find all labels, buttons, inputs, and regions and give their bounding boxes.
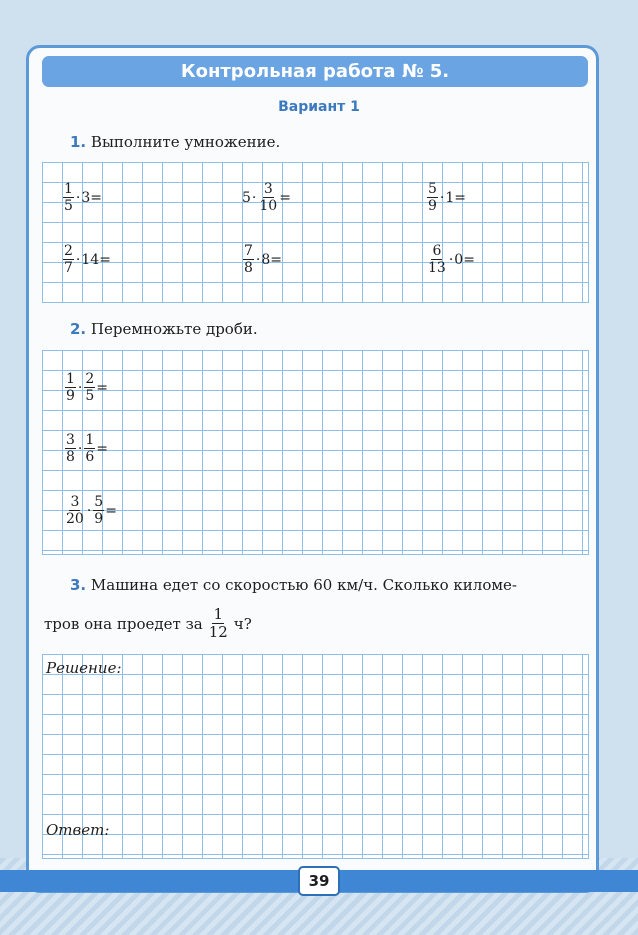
task2-text: Перемножьте дроби.: [90, 320, 258, 338]
variant-label: Вариант 1: [278, 99, 360, 115]
task3-line1: [70, 576, 517, 594]
factor: 3: [81, 189, 91, 206]
multiply-dot: ·: [448, 251, 454, 268]
fraction: $\frac{7}{8}$: [244, 243, 253, 277]
equals-sign: =: [90, 189, 103, 206]
task1-expr-1: [62, 181, 102, 214]
fraction: $\frac{2}{7}$: [64, 243, 73, 277]
task1-grid[interactable]: [42, 162, 589, 303]
factor: 0: [454, 251, 464, 268]
fraction: $\frac{3}{20}$: [66, 494, 84, 528]
task1-number: 1.: [70, 133, 87, 151]
equals-sign: =: [99, 251, 111, 268]
task2-expr-2: [64, 432, 108, 465]
factor: 5: [242, 189, 251, 206]
task1-expr-5: [242, 243, 282, 276]
task1-expr-4: [62, 243, 111, 276]
task1-expr-3: [426, 181, 466, 214]
factor: 1: [445, 189, 455, 206]
task3-text-line1: Машина едет со скоростью 60 км/ч. Сколько киломе-: [90, 576, 517, 594]
fraction: $\frac{1}{5}$: [64, 181, 73, 215]
factor: 8: [261, 251, 271, 268]
task3-unit: ч?: [233, 614, 252, 633]
multiply-dot: ·: [439, 189, 445, 206]
page-number: 39: [298, 866, 340, 896]
solution-label: Решение:: [46, 659, 122, 677]
fraction: $\frac{3}{10}$: [259, 181, 278, 215]
task3-line2: [44, 606, 252, 642]
multiply-dot: ·: [77, 440, 83, 457]
multiply-dot: ·: [255, 251, 261, 268]
fraction: $\frac{1}{12}$: [208, 605, 228, 642]
task3-solution-grid[interactable]: [42, 654, 589, 859]
fraction: $\frac{3}{8}$: [66, 432, 75, 466]
fraction: $\frac{5}{9}$: [428, 181, 437, 215]
equals-sign: =: [279, 189, 291, 206]
task1-heading: [70, 133, 280, 151]
page-title: Контрольная работа № 5.: [42, 56, 588, 87]
task3-text-line2: тров она проедет за: [44, 614, 203, 633]
fraction: $\frac{1}{9}$: [66, 371, 75, 405]
task2-grid[interactable]: [42, 350, 589, 555]
task2-heading: [70, 320, 258, 338]
answer-label: Ответ:: [46, 821, 110, 839]
fraction: $\frac{1}{6}$: [85, 432, 95, 466]
equals-sign: =: [105, 502, 117, 519]
factor: 14: [81, 251, 100, 268]
equals-sign: =: [96, 379, 109, 396]
fraction: $\frac{2}{5}$: [85, 371, 95, 405]
task1-expr-2: [242, 181, 291, 214]
task1-text: Выполните умножение.: [90, 133, 281, 151]
task2-number: 2.: [70, 320, 87, 338]
multiply-dot: ·: [251, 189, 257, 206]
multiply-dot: ·: [86, 502, 92, 519]
multiply-dot: ·: [77, 379, 83, 396]
equals-sign: =: [454, 189, 467, 206]
task3-number: 3.: [70, 576, 87, 594]
equals-sign: =: [96, 440, 109, 457]
multiply-dot: ·: [75, 189, 81, 206]
equals-sign: =: [463, 251, 475, 268]
task1-expr-6: [426, 243, 475, 276]
fraction: $\frac{6}{13}$: [428, 243, 446, 277]
task2-expr-3: [64, 494, 117, 527]
task2-expr-1: [64, 371, 108, 404]
equals-sign: =: [270, 251, 283, 268]
fraction: $\frac{5}{9}$: [94, 494, 104, 528]
multiply-dot: ·: [75, 251, 81, 268]
